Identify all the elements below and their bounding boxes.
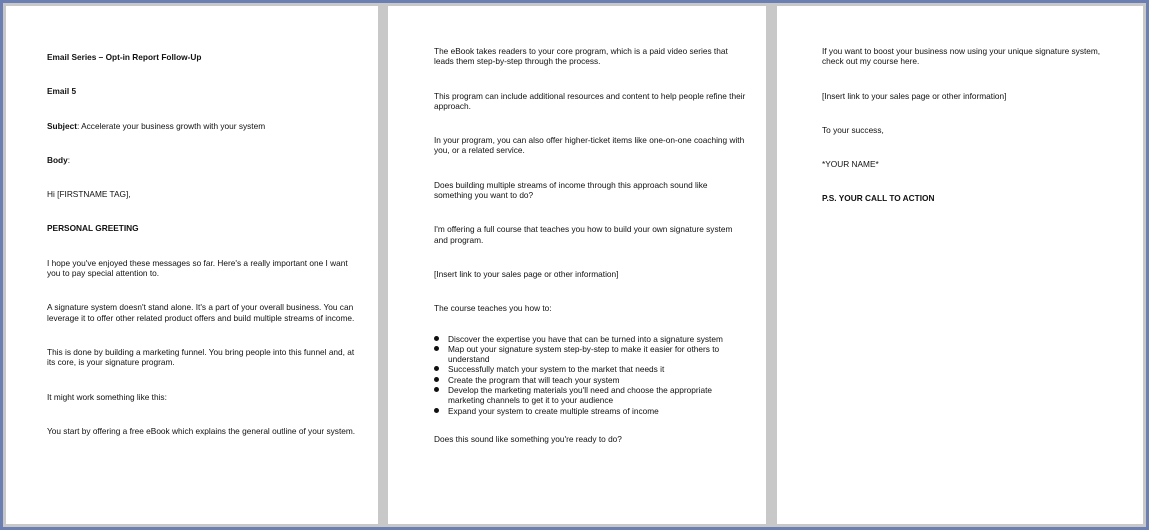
link-placeholder: [Insert link to your sales page or other information]: [822, 90, 1007, 101]
paragraph: You start by offering a free eBook which explains the general outline of your system.: [47, 425, 356, 436]
course-intro: The course teaches you how to:: [434, 303, 552, 314]
paragraph: The eBook takes readers to your core program, which is a paid video series that leads them step-by-step through the process.: [434, 46, 728, 67]
document-page-3: [777, 6, 1143, 524]
paragraph: This is done by building a marketing funnel. You bring people into this funnel and, at its core, is your signature program.: [47, 346, 355, 368]
body-colon: :: [67, 154, 71, 165]
list-item: Successfully match your system to the market that needs it: [434, 364, 746, 374]
list-item: Expand your system to create multiple streams of income: [434, 406, 746, 416]
bullet-icon: [434, 377, 439, 382]
link-placeholder: [Insert link to your sales page or other information]: [434, 268, 619, 279]
series-title: Email Series – Opt-in Report Follow-Up: [47, 52, 202, 62]
paragraph: I'm offering a full course that teaches you how to build your own signature system and program.: [434, 224, 733, 245]
body-heading: [47, 155, 358, 165]
paragraph: Does building multiple streams of income through this approach sound like something you want to do?: [434, 179, 708, 201]
paragraph: This program can include additional resources and content to help people refine their approach.: [434, 90, 746, 111]
list-item: Create the program that will teach your system: [434, 375, 746, 385]
bullet-icon: [434, 346, 439, 351]
email-number: Email 5: [47, 86, 77, 97]
document-page-2: [388, 6, 766, 524]
paragraph: A signature system doesn't stand alone. It's a part of your overall business. You can leverage it to offer other related product offers and build multiple streams of income.: [47, 302, 355, 323]
bullet-icon: [434, 366, 439, 371]
list-item: Develop the marketing materials you'll need and choose the appropriate marketing channels to get it to your audience: [434, 385, 746, 406]
closing-question: Does this sound like something you're ready to do?: [434, 433, 622, 444]
list-item: Discover the expertise you have that can be turned into a signature system: [434, 334, 746, 344]
list-item: Map out your signature system step-by-step to make it easier for others to understand: [434, 344, 746, 365]
bullet-list: [434, 334, 746, 416]
paragraph: In your program, you can also offer higher-ticket items like one-on-one coaching with you, or a related service.: [434, 135, 745, 156]
sign-off: To your success,: [822, 124, 884, 135]
postscript: P.S. YOUR CALL TO ACTION: [822, 193, 935, 204]
personal-greeting: PERSONAL GREETING: [47, 223, 139, 234]
subject-label: Subject: [47, 120, 77, 131]
paragraph: If you want to boost your business now using your unique signature system, check out my course here.: [822, 46, 1101, 67]
paragraph: I hope you've enjoyed these messages so far. Here's a really important one I want you to pay special attention to.: [47, 257, 348, 279]
paragraph: It might work something like this:: [47, 391, 167, 402]
subject-line: [47, 121, 358, 131]
bullet-icon: [434, 408, 439, 413]
document-page-1: [6, 6, 378, 524]
bullet-icon: [434, 387, 439, 392]
body-label: Body: [47, 154, 68, 165]
subject-text: : Accelerate your business growth with your system: [76, 120, 266, 131]
bullet-icon: [434, 336, 439, 341]
signature-name: *YOUR NAME*: [822, 159, 879, 170]
greeting: Hi [FIRSTNAME TAG],: [47, 189, 131, 200]
